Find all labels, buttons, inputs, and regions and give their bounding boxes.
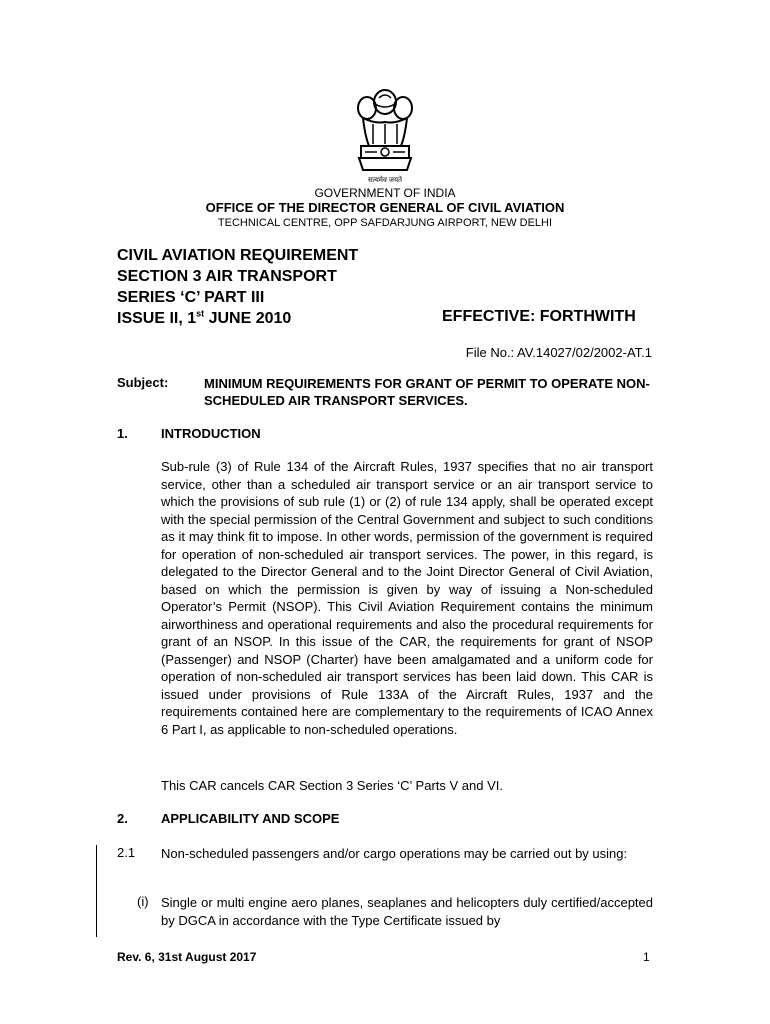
section1-body: Sub-rule (3) of Rule 134 of the Aircraft Rules, 1937 specifies that no air transport service, other than a scheduled air transport service or an air transport service to which the provisions of sub rule (1) or (2) of rule 134 apply, shall be operated except with the special permission of the Central Government and subject to such conditions as it may think fit to impose. In other words, permission of the government is required for operation of non-scheduled air transport services. The power, in this regard, is delegated to the Director General and to the Joint Director General of Civil Aviation, based on which the permission is given by way of issuing a Non-scheduled Operator’s Permit (NSOP). This Civil Aviation Requirement contains the minimum airworthiness and operational requirements and also the procedural requirements for grant of an NSOP. In this issue of the CAR, the requirements for grant of NSOP (Passenger) and NSOP (Charter) have been amalgamated and a uniform code for operation of non-scheduled air transport services has been laid down. This CAR is issued under provisions of Rule 133A of the Aircraft Rules, 1937 and the requirements contained here are complementary to the requirements of ICAO Annex 6 Part I, as applicable to non-scheduled operations. — [161, 459, 653, 737]
car-title-line1: CIVIL AVIATION REQUIREMENT — [117, 247, 359, 264]
revision-footer: Rev. 6, 31st August 2017 — [117, 950, 257, 964]
government-label: GOVERNMENT OF INDIA — [314, 186, 456, 200]
subject-label: Subject: — [117, 375, 169, 390]
section1-cancels: This CAR cancels CAR Section 3 Series ‘C’ Parts V and VI. — [161, 778, 503, 793]
section1-title: INTRODUCTION — [161, 426, 261, 441]
subject-text: MINIMUM REQUIREMENTS FOR GRANT OF PERMIT TO OPERATE NON-SCHEDULED AIR TRANSPORT SERVICES. — [204, 376, 650, 408]
item-i-label: (i) — [137, 894, 149, 909]
section1-number: 1. — [117, 426, 128, 441]
car-issue — [117, 308, 358, 329]
centre-address: TECHNICAL CENTRE, OPP SAFDARJUNG AIRPORT, NEW DELHI — [217, 217, 553, 229]
emblem-icon — [345, 84, 425, 188]
file-number: File No.: AV.14027/02/2002-AT.1 — [465, 345, 652, 360]
revision-change-bar — [96, 845, 97, 937]
issue-superscript: st — [196, 308, 205, 319]
national-emblem — [345, 84, 425, 188]
section2-title: APPLICABILITY AND SCOPE — [161, 811, 340, 826]
car-title-block — [117, 245, 358, 329]
subsection-2-1-text: Non-scheduled passengers and/or cargo operations may be carried out by using: — [161, 846, 628, 861]
issue-prefix: ISSUE II, 1 — [117, 310, 197, 327]
effective-date: EFFECTIVE: FORTHWITH — [442, 308, 636, 325]
item-i-text: Single or multi engine aero planes, seaplanes and helicopters duly certified/accepted by DGCA in accordance with the Type Certificate issued by — [161, 895, 653, 928]
car-title-line2: SECTION 3 AIR TRANSPORT — [117, 268, 337, 285]
issue-suffix: JUNE 2010 — [204, 310, 292, 327]
page-number: 1 — [643, 950, 650, 964]
subsection-2-1-number: 2.1 — [117, 845, 136, 860]
section2-number: 2. — [117, 811, 128, 826]
car-title-line3: SERIES ‘C’ PART III — [117, 289, 265, 306]
office-title: OFFICE OF THE DIRECTOR GENERAL OF CIVIL AVIATION — [205, 200, 565, 215]
emblem-motto: सत्यमेव जयते — [367, 177, 403, 184]
